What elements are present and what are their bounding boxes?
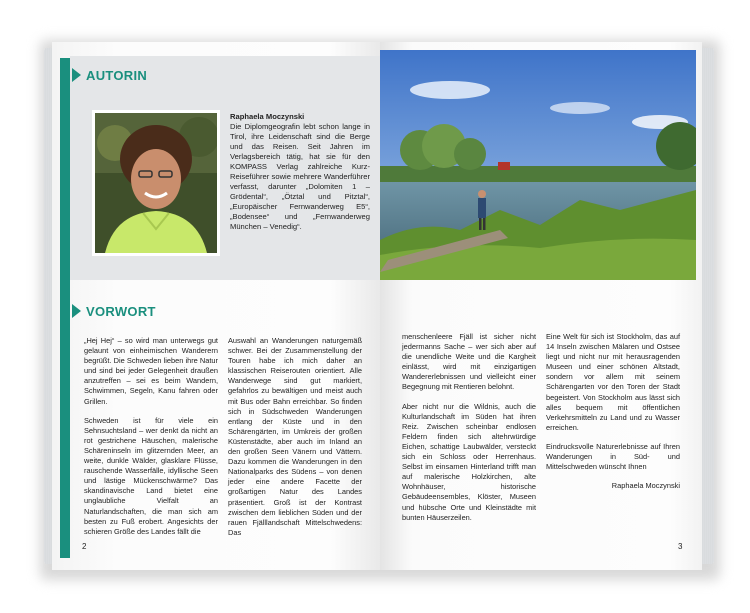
portrait-image — [95, 113, 217, 253]
foreword-column-3 — [402, 332, 536, 532]
paragraph: Eine Welt für sich ist Stockholm, das auf 14 Inseln zwischen Mälaren und Ostsee liegt und nicht nur mit herausragenden Museen und einer schönen Altstadt, sondern vor allem mit seinem Schärengarten vor den Toren der Stadt begeistert. Von Stockholm aus lässt sich alles bequem mit öffentlichen Verkehrsmitteln zu Land und zu Wasser erreichen. — [546, 332, 680, 432]
open-book — [44, 42, 714, 570]
page-number-left: 2 — [82, 542, 87, 551]
left-page — [52, 42, 380, 570]
author-bio-text: Die Diplomgeografin lebt schon lange in Tirol, ihre Leidenschaft sind die Berge und das Reisen. Seit Jahren im Verlagsbereich tätig, hat sie für den KOMPASS Verlag zahlreiche Kurz-Reiseführer sowie mehrere Wanderführer verfasst, darunter „Dolomiten 1 – Grödental“, „Ötztal und Pitztal“, „Europäischer Fernwanderweg E5“, „Bodensee“ und „Fernwanderweg München – Venedig“. — [230, 122, 370, 231]
paragraph: „Hej Hej“ – so wird man unterwegs gut gelaunt von einheimischen Wanderern begrüßt. Die Schweden lieben ihre Natur und sind bei jeder Gelegenheit draußen anzutreffen – sei es beim Wandern, Schwimmen, Segeln, Kanu fahren oder Grillen. — [84, 336, 218, 406]
accent-bar — [60, 58, 70, 558]
lake-photo-image — [380, 50, 696, 280]
author-heading: AUTORIN — [86, 68, 148, 83]
foreword-column-1 — [84, 336, 218, 546]
author-name: Raphaela Moczynski — [230, 112, 305, 121]
author-bio — [230, 112, 370, 232]
signature: Raphaela Moczynski — [611, 481, 680, 491]
paragraph: Aber nicht nur die Wildnis, auch die Kulturlandschaft im Süden hat ihren Reiz. Zwischen scheinbar endlosen Feldern finden sich altehrwürdige Eichen, schattige Laubwälder, versteckt sich ein Schloss oder Herrenhaus. Selbst im einsamen Hinterland trifft man auf malerische Holzkirchen, alte Wohnhäuser, historische Gebäudeensembles, Klöster, Museen und hübsche Orte und Kleinstädte mit bunten Häuserzeilen. — [402, 401, 536, 522]
page-edges-right — [702, 48, 714, 564]
paragraph: menschenleere Fjäll ist sicher nicht jedermanns Sache – wer sich aber auf die unendliche Weite und die Kargheit einlässt, wird mit einzigartigen Wandererlebnissen und vielleicht einer Begegnung mit Rentieren belohnt. — [402, 332, 536, 392]
page-number-right: 3 — [678, 542, 683, 551]
arrow-icon — [72, 304, 81, 318]
right-page — [380, 42, 702, 570]
foreword-heading: VORWORT — [86, 304, 156, 319]
foreword-column-4 — [546, 332, 680, 491]
author-portrait — [92, 110, 220, 256]
landscape-photo — [380, 50, 696, 280]
foreword-column-2 — [228, 336, 362, 547]
paragraph: Eindrucksvolle Naturerlebnisse auf Ihren Wanderungen in Süd- und Mittelschweden wünscht Ihnen — [546, 441, 680, 472]
arrow-icon — [72, 68, 81, 82]
paragraph: Schweden ist für viele ein Sehnsuchtsland – wer denkt da nicht an rot gestrichene Häuschen, malerische Schäreninseln im glitzernden Meer, an weite, dunkle Wälder, glasklare Flüsse, rauschende Wasserfälle, idyllische Seen und lästige Mückenschwärme? Das skandinavische Land bietet eine unglaubliche Vielfalt an Naturlandschaften, die man sich am besten zu Fuß erobert. Angesichts der schieren Größe des Landes fällt die — [84, 415, 218, 536]
paragraph: Auswahl an Wanderungen naturgemäß schwer. Bei der Zusammenstellung der Touren habe ich mich daher an klassischen Reiserouten orientiert. Alle Wanderwege sind gut markiert, gefahrlos zu bewältigen und meist auch mit Bus oder Bahn erreichbar. So finden sich in Südschweden Wanderungen entlang der Küste und in den Schärengärten, im Umkreis der großen Küstenstädte, aber auch im Inland an den großen Seen Vänern und Vättern. Dazu kommen die Wanderungen in den Nationalparks des Südens – von denen jeder eine andere Facette der großartigen Natur des Landes präsentiert. Groß ist der Kontrast zwischen dem lieblichen Süden und der rauen Fjälllandschaft Mittelschwedens: Das — [228, 336, 362, 537]
